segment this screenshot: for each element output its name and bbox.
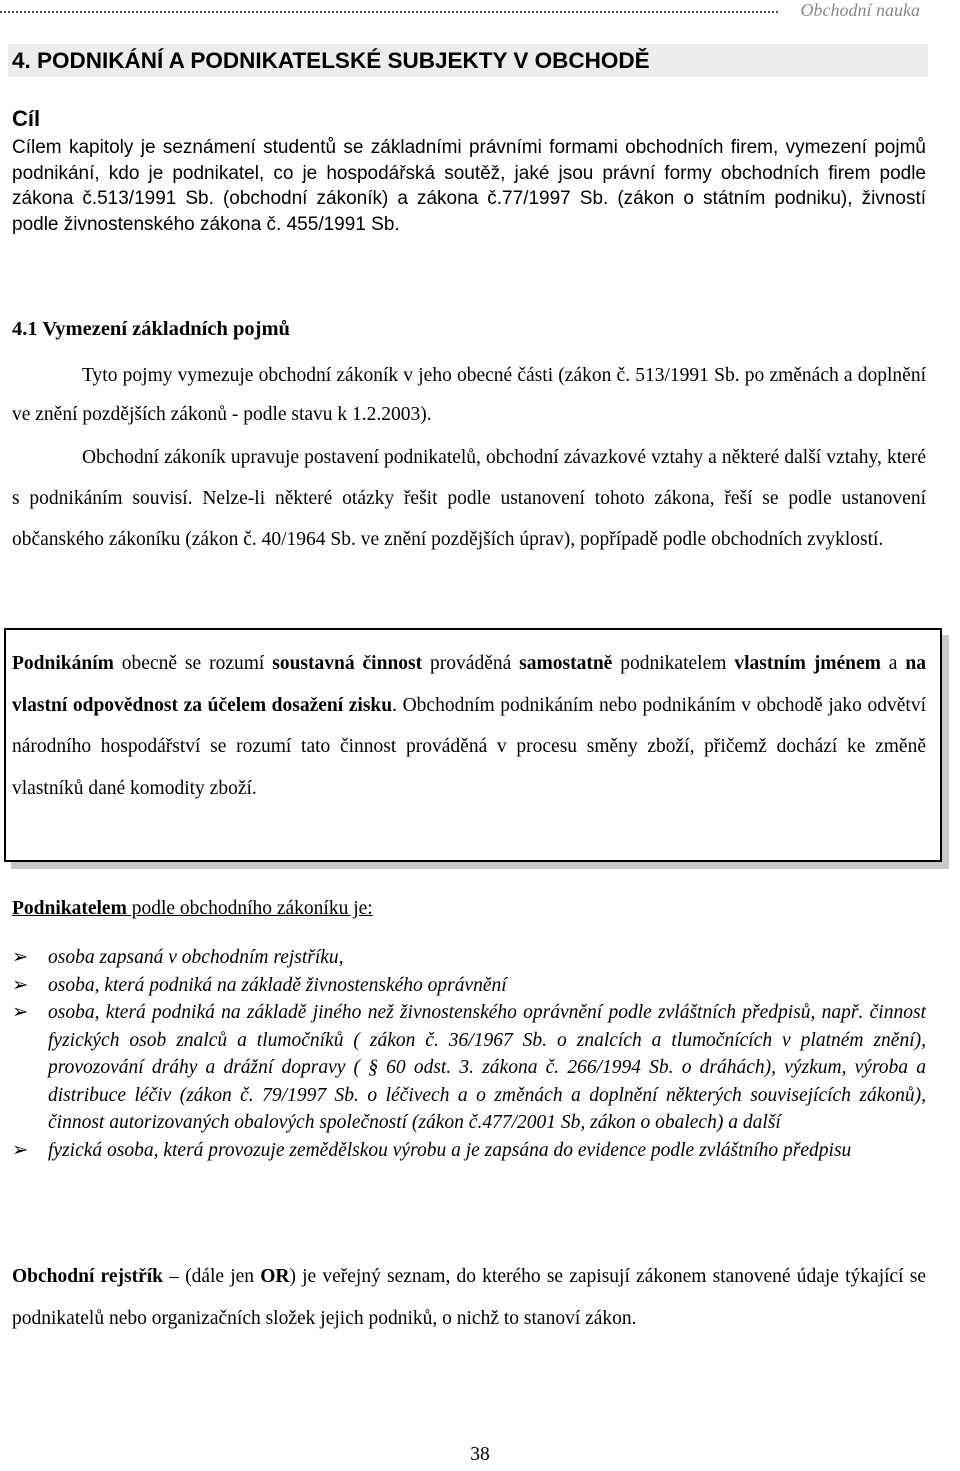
register-paragraph: Obchodní rejstřík – (dále jen OR) je veřejný seznam, do kterého se zapisují zákonem stanovené údaje týkající se podnikatelů nebo organizačních složek jejich podniků, o nichž to stanoví zákon. — [12, 1266, 927, 1329]
arrow-bullet-icon: ➢ — [12, 1139, 29, 1161]
page-number: 38 — [470, 1444, 490, 1465]
list-item: ➢ fyzická osoba, která provozuje zemědělskou výrobu a je zapsána do evidence podle zvláštního předpisu — [12, 1137, 926, 1165]
goal-text: Cílem kapitoly je seznámení studentů se základními právními formami obchodních firem, vymezení pojmů podnikání, kdo je podnikatel, co je hospodářská soutěž, jaké jsou právní formy obchodních firem podle zákona č.513/1991 Sb. (obchodní zákoník) a zákona č.77/1997 Sb. (zákon o státním podniku), živností podle živnostenského zákona č. 455/1991 Sb. — [12, 137, 926, 236]
page-header — [0, 0, 960, 24]
entrepreneur-list — [12, 944, 926, 1164]
entrepreneur-heading: Podnikatelem podle obchodního zákoníku je: — [12, 898, 373, 919]
section-paragraph-2: Obchodní zákoník upravuje postavení podnikatelů, obchodní závazkové vztahy a některé další vztahy, které s podnikáním souvisí. Nelze-li některé otázky řešit podle ustanovení tohoto zákona, řeší se podle ustanovení občanského zákoníku (zákon č. 40/1964 Sb. ve znění pozdějších úprav), popřípadě podle obchodních zvyklostí. — [12, 447, 926, 550]
list-item: ➢ osoba, která podniká na základě jiného než živnostenského oprávnění podle zvláštních předpisů, např. činnost fyzických osob znalců a tlumočníků ( zákon č. 36/1967 Sb. o znalcích a tlumočnících v platném znění), provozování dráhy a drážní dopravy ( § 60 odst. 3. zákona č. 266/1994 Sb. o dráhách), výzkum, výroba a distribuce léčiv (zákon č. 79/1997 Sb. o léčivech a o změnách a doplnění některých souvisejících zákonů), činnost autorizovaných obalových společností (zákon č.477/2001 Sb, zákon o obalech) a další — [12, 999, 926, 1137]
list-item: ➢ osoba zapsaná v obchodním rejstříku, — [12, 944, 926, 972]
arrow-bullet-icon: ➢ — [12, 947, 29, 968]
list-item: ➢ osoba, která podniká na základě živnostenského oprávnění — [12, 972, 926, 1000]
header-title: Obchodní nauka — [800, 0, 920, 20]
arrow-bullet-icon: ➢ — [12, 974, 29, 996]
arrow-bullet-icon: ➢ — [12, 1002, 29, 1023]
chapter-title: 4. PODNIKÁNÍ A PODNIKATELSKÉ SUBJEKTY V OBCHODĚ — [8, 44, 928, 77]
section-paragraph-1: Tyto pojmy vymezuje obchodní zákoník v jeho obecné části (zákon č. 513/1991 Sb. po změnách a doplnění ve znění pozdějších zákonů - podle stavu k 1.2.2003). — [12, 365, 926, 425]
section-heading: 4.1 Vymezení základních pojmů — [12, 318, 290, 340]
definition-term: Podnikáním — [12, 653, 114, 674]
header-rule — [0, 11, 778, 13]
definition-text: Podnikáním obecně se rozumí soustavná činnost prováděná samostatně podnikatelem vlastním jménem a na vlastní odpovědnost za účelem dosažení zisku. Obchodním podnikáním nebo podnikáním v obchodě jako odvětví národního hospodářství se rozumí tato činnost prováděná v procesu směny zboží, přičemž dochází ke změně vlastníků dané komodity zboží. — [12, 653, 926, 799]
goal-heading: Cíl — [12, 106, 41, 131]
